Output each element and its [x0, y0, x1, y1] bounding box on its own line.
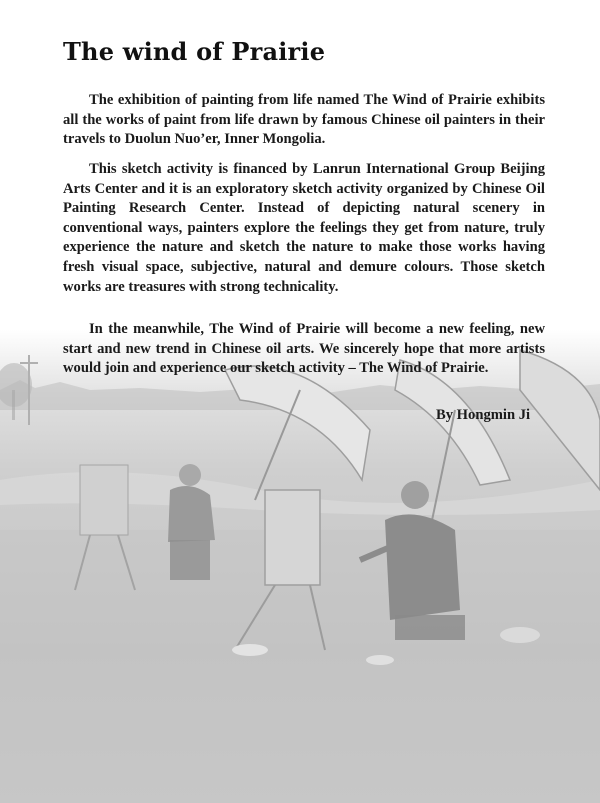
- paragraph-2: This sketch activity is financed by Lanrun International Group Beijing Arts Center and it is an exploratory sketch activity organized by Chinese Oil Painting Research Center. Instead of depicting natural scenery in conventional ways, painters explore the feelings they get from nature, truly experience the nature and sketch the nature to make those works having fresh visual space, subjective, natural and demure colours. Those sketch works are treasures with strong technicality.: [63, 161, 545, 295]
- paragraph-1: The exhibition of painting from life named The Wind of Prairie exhibits all the works of paint from life drawn by famous Chinese oil painters in their travels to Duolun Nuo’er, Inner Mongolia.: [63, 92, 545, 148]
- paragraph-3: In the meanwhile, The Wind of Prairie will become a new feeling, new start and new trend in Chinese oil arts. We sincerely hope that more artists would join and experience our sketch activity – The Wind of Prairie.: [63, 321, 545, 377]
- page-title: The wind of Prairie: [63, 37, 326, 66]
- author-byline: By Hongmin Ji: [436, 407, 531, 423]
